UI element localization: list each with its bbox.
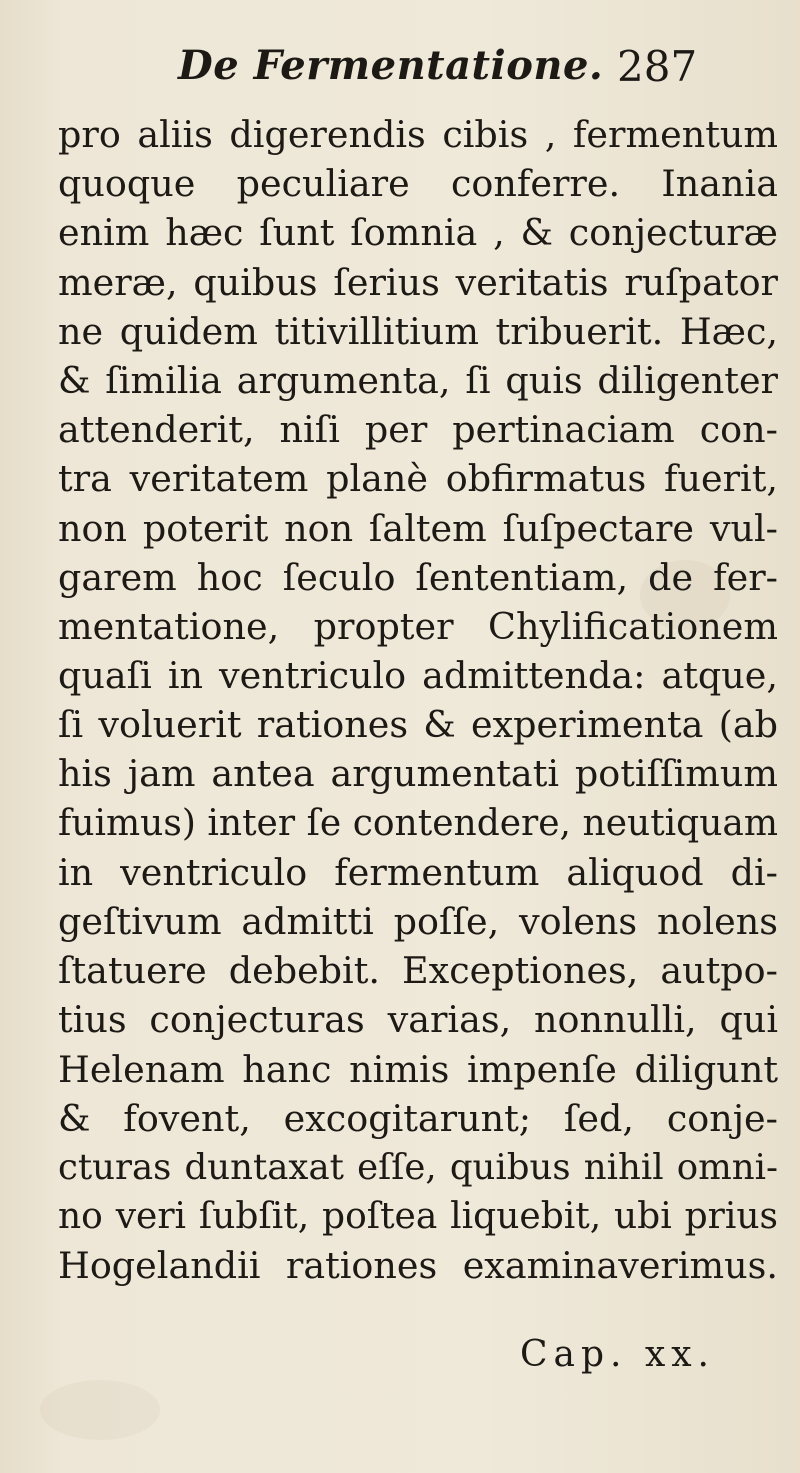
text-line: no veri ſubſit, poſtea liquebit, ubi prius (58, 1196, 778, 1238)
text-line: quoque peculiare conferre. Inania (58, 162, 778, 206)
text-line: pro aliis digerendis cibis , fermentum (58, 113, 778, 156)
text-line: enim hæc ſunt ſomnia , & conjecturæ (58, 211, 778, 255)
text-line: non poterit non ſaltem ſuſpectare vul- (58, 506, 778, 550)
text-line: tius conjecturas varias, nonnulli, qui (58, 998, 778, 1042)
catchword: Cap. xx. (520, 1334, 715, 1375)
text-line: cturas duntaxat eſſe, quibus nihil omni- (58, 1146, 778, 1188)
text-line: Helenam hanc nimis impenſe diligunt (58, 1047, 778, 1091)
text-line: & ſimilia argumenta, ſi quis diligenter (58, 358, 778, 402)
text-line: geſtivum admitti poſſe, volens nolens (58, 900, 778, 943)
text-line: ſi voluerit rationes & experimenta (ab (58, 703, 778, 747)
page-number: 287 (617, 42, 698, 91)
text-line: fuimus) inter ſe contendere, neutiquam (58, 802, 778, 844)
text-line: tra veritatem planè obfirmatus fuerit, (58, 457, 778, 501)
text-line: mentatione, propter Chylificationem (58, 604, 778, 648)
body-text (58, 110, 778, 1291)
text-line: & fovent, excogitarunt; ſed, conje- (58, 1096, 778, 1140)
paper-stain (40, 1380, 160, 1440)
text-line: meræ, quibus ſerius veritatis ruſpator (58, 260, 778, 304)
text-line: ſtatuere debebit. Exceptiones, autpo- (58, 949, 778, 993)
text-line: attenderit, niſi per pertinaciam con- (58, 408, 778, 452)
text-line: Hogelandii rationes examinaverimus. (58, 1244, 778, 1288)
text-line: in ventriculo fermentum aliquod di- (58, 850, 778, 894)
text-line: quaſi in ventriculo admittenda: atque, (58, 654, 778, 698)
text-line: ne quidem titivillitium tribuerit. Hæc, (58, 309, 778, 353)
text-line: garem hoc ſeculo ſententiam, de fer- (58, 555, 778, 599)
text-line: his jam antea argumentati potiſſimum (58, 752, 778, 796)
page-header (0, 38, 800, 100)
running-title: De Fermentatione. (178, 42, 604, 89)
